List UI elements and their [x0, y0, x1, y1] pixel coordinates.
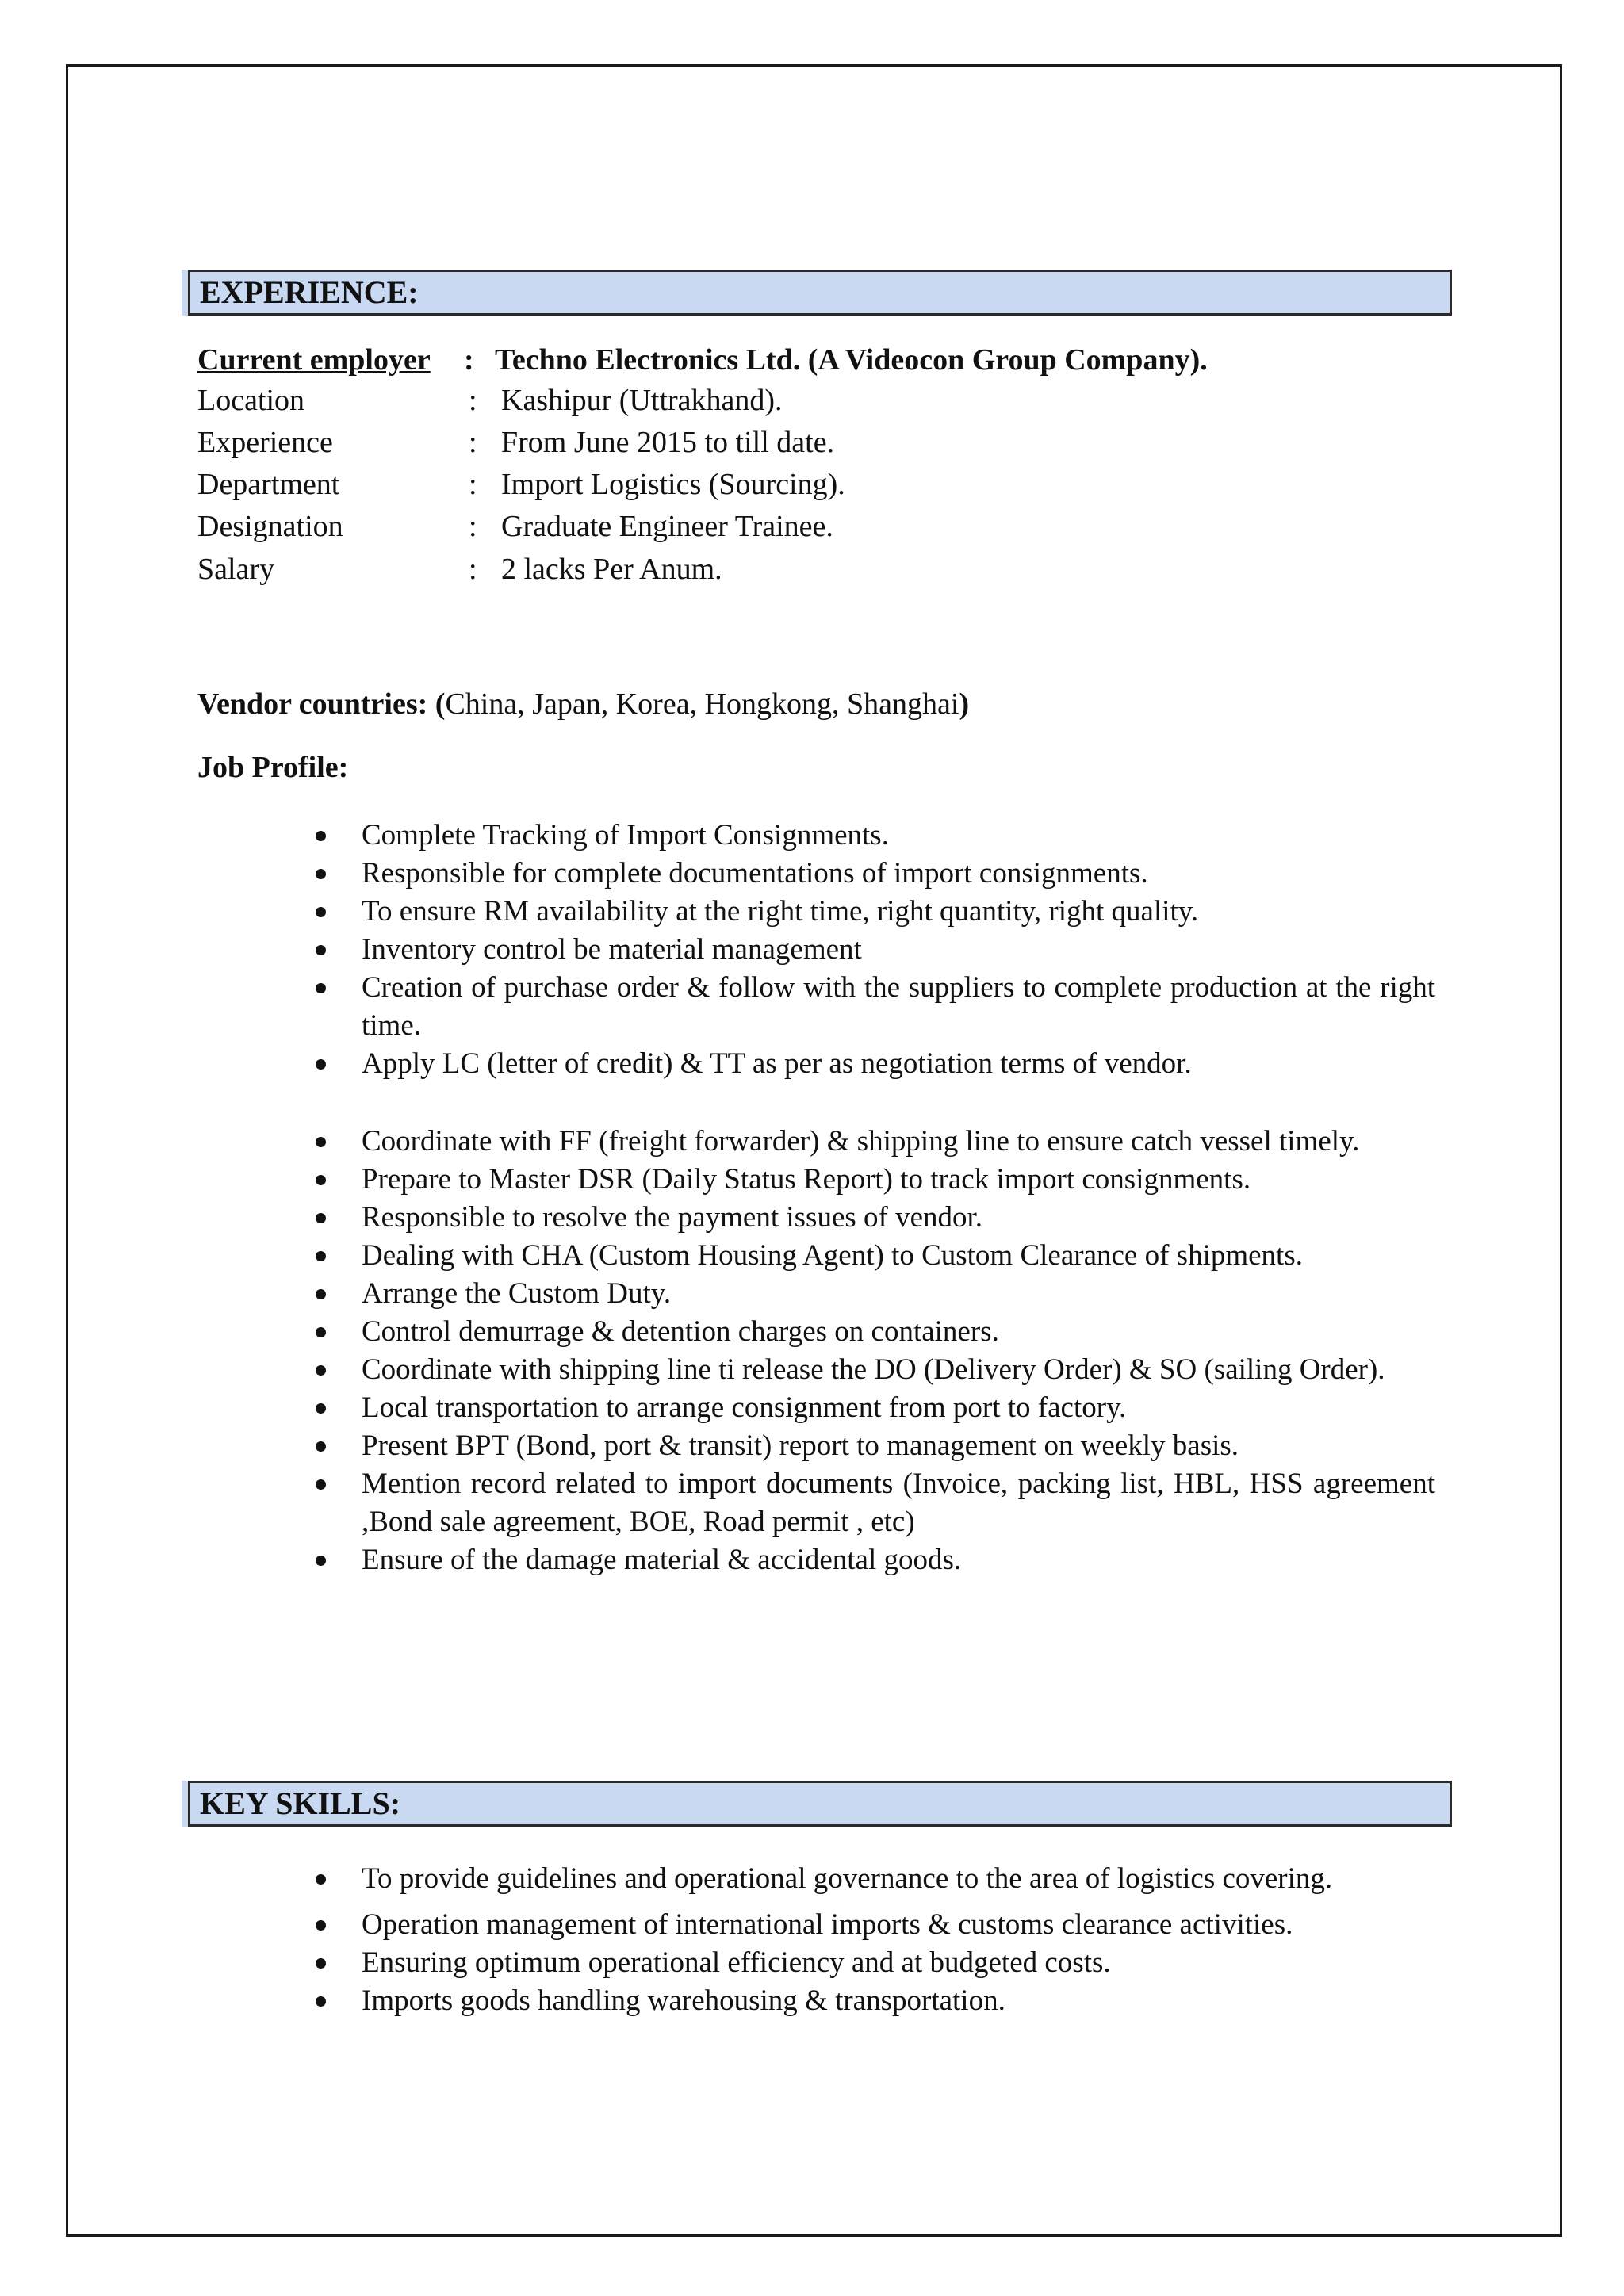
bullet-icon — [316, 1479, 326, 1490]
list-item: Coordinate with FF (freight forwarder) & shipping line to ensure catch vessel timely. — [309, 1123, 1435, 1161]
bullet-icon — [316, 1365, 326, 1376]
list-item: To ensure RM availability at the right time, right quantity, right quality. — [309, 893, 1435, 931]
bullet-icon — [316, 983, 326, 993]
salary-value: 2 lacks Per Anum. — [501, 553, 722, 586]
bullet-icon — [316, 831, 326, 841]
key-skills-list — [309, 1860, 1435, 2020]
salary-label: Salary — [197, 553, 275, 586]
bullet-icon — [316, 1556, 326, 1566]
current-employer-value: Techno Electronics Ltd. (A Videocon Group Company). — [495, 343, 1208, 377]
bullet-icon — [316, 1251, 326, 1261]
designation-label: Designation — [197, 510, 343, 543]
bullet-icon — [316, 1175, 326, 1185]
bullet-icon — [316, 907, 326, 917]
vendor-countries-label: Vendor countries: ( — [197, 687, 446, 721]
list-item: Apply LC (letter of credit) & TT as per as negotiation terms of vendor. — [309, 1045, 1435, 1083]
list-item: Imports goods handling warehousing & transportation. — [309, 1982, 1435, 2020]
bullet-icon — [316, 869, 326, 879]
department-value: Import Logistics (Sourcing). — [501, 468, 845, 501]
experience-section-header: EXPERIENCE: — [188, 270, 1452, 316]
key-skills-section-header: KEY SKILLS: — [188, 1781, 1452, 1827]
list-item: Ensuring optimum operational efficiency and at budgeted costs. — [309, 1944, 1435, 1982]
list-item: Responsible to resolve the payment issues of vendor. — [309, 1199, 1435, 1237]
list-item: Mention record related to import documents (Invoice, packing list, HBL, HSS agreement ,Bond sale agreement, BOE, Road permit , etc) — [309, 1465, 1435, 1541]
list-item: Dealing with CHA (Custom Housing Agent) to Custom Clearance of shipments. — [309, 1237, 1435, 1275]
location-label: Location — [197, 384, 305, 417]
list-item: Coordinate with shipping line ti release the DO (Delivery Order) & SO (sailing Order). — [309, 1351, 1435, 1389]
bullet-icon — [316, 945, 326, 955]
list-item: Prepare to Master DSR (Daily Status Report) to track import consignments. — [309, 1161, 1435, 1199]
bullet-icon — [316, 1874, 326, 1885]
location-colon: : — [469, 384, 477, 417]
vendor-countries-value: China, Japan, Korea, Hongkong, Shanghai — [445, 687, 959, 721]
bullet-icon — [316, 1327, 326, 1337]
department-label: Department — [197, 468, 340, 501]
job-profile-label: Job Profile: — [197, 751, 349, 784]
job-profile-list — [309, 817, 1435, 1579]
list-item: Present BPT (Bond, port & transit) report to management on weekly basis. — [309, 1427, 1435, 1465]
list-item: Ensure of the damage material & accidental goods. — [309, 1541, 1435, 1579]
list-item: Complete Tracking of Import Consignments. — [309, 817, 1435, 855]
vendor-countries-close: ) — [959, 687, 970, 721]
list-item: Arrange the Custom Duty. — [309, 1275, 1435, 1313]
list-item: To provide guidelines and operational governance to the area of logistics covering. — [309, 1860, 1435, 1898]
department-colon: : — [469, 468, 477, 501]
bullet-icon — [316, 1958, 326, 1969]
experience-label: Experience — [197, 426, 333, 459]
list-item: Inventory control be material management — [309, 931, 1435, 969]
salary-colon: : — [469, 553, 477, 586]
bullet-icon — [316, 1137, 326, 1147]
bullet-icon — [316, 1441, 326, 1452]
bullet-icon — [316, 1059, 326, 1070]
vendor-countries — [197, 686, 969, 722]
list-item: Operation management of international imports & customs clearance activities. — [309, 1906, 1435, 1944]
list-item: Creation of purchase order & follow with the suppliers to complete production at the right time. — [309, 969, 1435, 1045]
list-item: Responsible for complete documentations of import consignments. — [309, 855, 1435, 893]
location-value: Kashipur (Uttrakhand). — [501, 384, 783, 417]
list-item: Control demurrage & detention charges on containers. — [309, 1313, 1435, 1351]
bullet-icon — [316, 1996, 326, 2007]
bullet-icon — [316, 1920, 326, 1931]
designation-value: Graduate Engineer Trainee. — [501, 510, 833, 543]
bullet-icon — [316, 1289, 326, 1299]
experience-value: From June 2015 to till date. — [501, 426, 835, 459]
designation-colon: : — [469, 510, 477, 543]
bullet-icon — [316, 1403, 326, 1414]
list-item: Local transportation to arrange consignment from port to factory. — [309, 1389, 1435, 1427]
bullet-icon — [316, 1213, 326, 1223]
current-employer-label: Current employer — [197, 343, 431, 377]
current-employer-colon: : — [464, 343, 474, 377]
experience-colon: : — [469, 426, 477, 459]
